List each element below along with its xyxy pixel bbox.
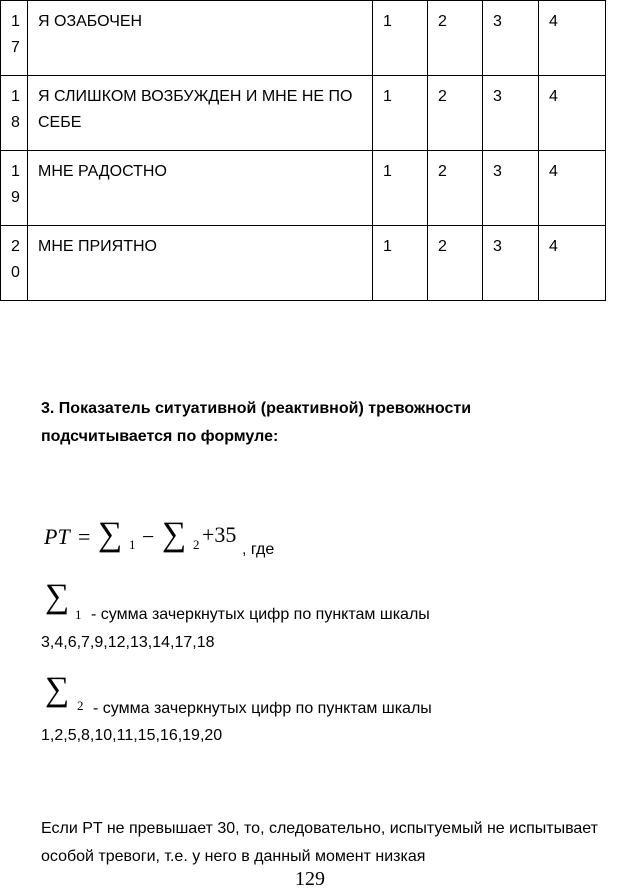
option-4: 4 — [539, 1, 606, 76]
sigma-symbol: ∑ — [45, 671, 70, 708]
sigma-symbol: ∑ — [45, 578, 70, 615]
row-number: 17 — [1, 1, 28, 76]
statement-text: Я СЛИШКОМ ВОЗБУЖДЕН И МНЕ НЕ ПО СЕБЕ — [28, 76, 373, 151]
option-3: 3 — [483, 76, 539, 151]
formula-suffix: , где — [242, 541, 275, 558]
sum2-items: 1,2,5,8,10,11,15,16,19,20 — [41, 727, 223, 744]
option-4: 4 — [539, 151, 606, 226]
formula-equals: = — [78, 524, 91, 549]
sigma-index-1: 1 — [129, 537, 136, 552]
sigma-index-2: 2 — [193, 537, 200, 552]
table-row — [1, 151, 606, 226]
option-3: 3 — [483, 226, 539, 301]
sum1-definition — [41, 578, 581, 663]
row-number: 19 — [1, 151, 28, 226]
option-1: 1 — [373, 1, 428, 76]
option-1: 1 — [373, 151, 428, 226]
conclusion-paragraph: Если PT не превышает 30, то, следовательно, испытуемый не испытывает особой тревоги, т.е. у него в данный момент низкая — [41, 820, 598, 865]
sum2-description: - сумма зачеркнутых цифр по пунктам шкалы — [93, 700, 432, 717]
page-number: 129 — [295, 868, 325, 890]
statement-text: МНЕ РАДОСТНО — [28, 151, 373, 226]
sum1-items: 3,4,6,7,9,12,13,14,17,18 — [41, 634, 215, 651]
option-4: 4 — [539, 76, 606, 151]
row-number: 20 — [1, 226, 28, 301]
sigma-index-1: 1 — [75, 607, 82, 622]
option-3: 3 — [483, 151, 539, 226]
option-2: 2 — [428, 1, 483, 76]
scale-table — [0, 0, 606, 301]
option-2: 2 — [428, 226, 483, 301]
statement-text: Я ОЗАБОЧЕН — [28, 1, 373, 76]
formula-constant: +35 — [202, 522, 237, 547]
option-1: 1 — [373, 226, 428, 301]
formula-minus: − — [142, 524, 155, 549]
statement-text: МНЕ ПРИЯТНО — [28, 226, 373, 301]
sum2-definition — [41, 671, 581, 756]
option-2: 2 — [428, 151, 483, 226]
option-1: 1 — [373, 76, 428, 151]
table-row — [1, 226, 606, 301]
option-2: 2 — [428, 76, 483, 151]
formula-lhs: PT — [44, 524, 70, 549]
option-4: 4 — [539, 226, 606, 301]
sigma-index-2: 2 — [77, 698, 84, 713]
table-row — [1, 1, 606, 76]
sigma-symbol: ∑ — [162, 516, 187, 553]
sigma-symbol: ∑ — [98, 516, 123, 553]
row-number: 18 — [1, 76, 28, 151]
option-3: 3 — [483, 1, 539, 76]
section-heading: 3. Показатель ситуативной (реактивной) тревожности подсчитывается по формуле: — [41, 400, 472, 445]
sum1-description: - сумма зачеркнутых цифр по пунктам шкалы — [91, 606, 430, 623]
table-row — [1, 76, 606, 151]
